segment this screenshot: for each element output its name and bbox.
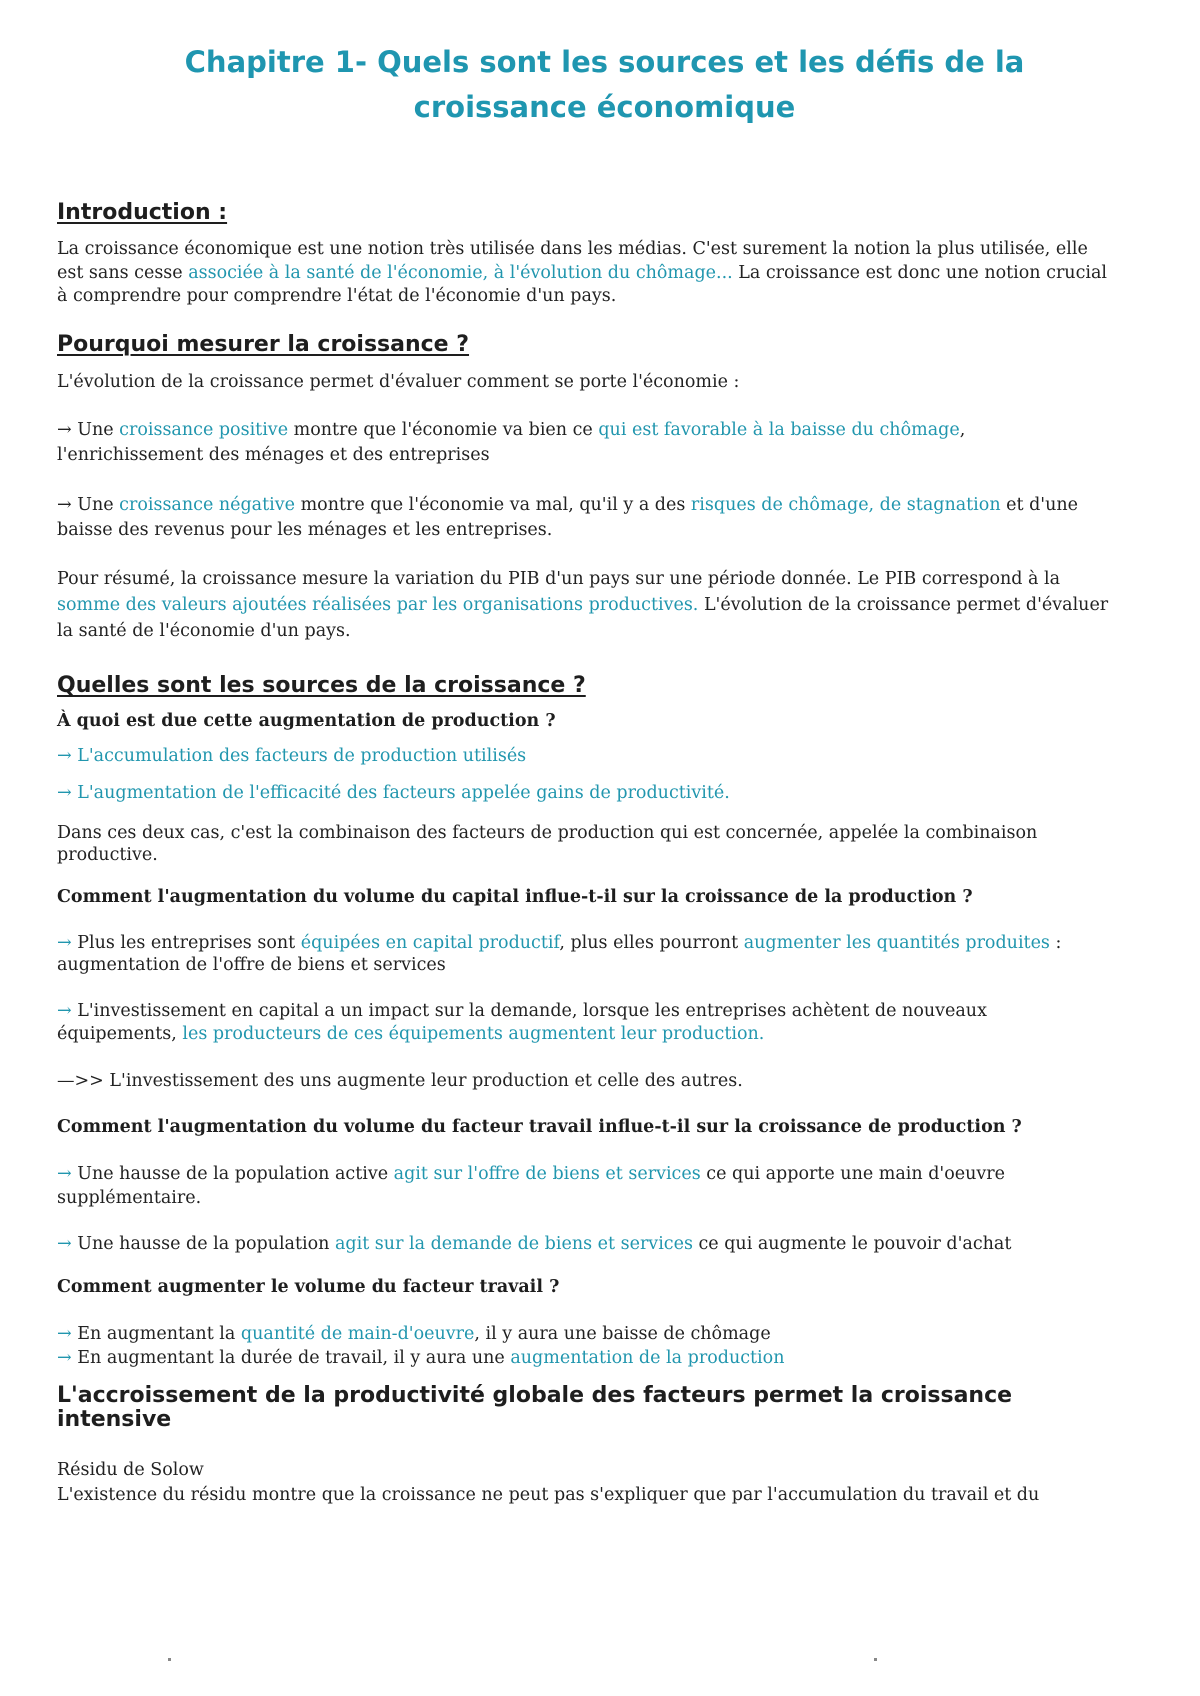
intensive-heading-line-2: intensive [57,1407,172,1432]
highlight-text: augmentation de la production [510,1348,785,1368]
intensive-heading-line-1: L'accroissement de la productivité globale des facteurs permet la croissance [57,1383,1013,1408]
body-text: En augmentant la [71,1324,241,1344]
page-title-line-1: Chapitre 1- Quels sont les sources et les défis de la [184,45,1025,79]
bullet-arrow: → [57,1348,72,1368]
capital-conclusion: —>> L'investissement des uns augmente leur production et celle des autres. [57,1071,743,1091]
combinaison-line-2: productive. [57,845,158,865]
bullet-arrow: → Une [57,495,120,515]
volume-bullet-1 [57,1322,771,1346]
body-text: équipements, [57,1024,183,1044]
travail-bullet-1-line-2: supplémentaire. [57,1188,202,1208]
highlight-text: croissance positive [119,420,289,440]
highlight-text: risques de chômage, de stagnation [690,495,1001,515]
body-text: L'évolution de la croissance permet d'évaluer [698,595,1109,615]
body-text: ce qui apporte une main d'oeuvre [700,1164,1006,1184]
question-4: Comment augmenter le volume du facteur travail ? [57,1277,560,1297]
question-1: À quoi est due cette augmentation de production ? [57,711,556,731]
bullet-arrow: → [57,1001,72,1021]
question-2: Comment l'augmentation du volume du capital influe-t-il sur la croissance de la production ? [57,887,973,907]
intro-text: La croissance est donc une notion crucial [732,263,1108,283]
page-edge-mark [168,1658,171,1661]
body-text: : [1049,933,1062,953]
body-text: Une hausse de la population [71,1234,335,1254]
bullet-arrow: → [57,1324,72,1344]
capital-bullet-2 [57,999,987,1023]
page-title [57,40,1152,130]
body-text: En augmentant la durée de travail, il y aura une [71,1348,511,1368]
bullet-arrow: → [57,1164,72,1184]
highlight-text: augmenter les quantités produites [743,933,1050,953]
body-text: Une hausse de la population active [71,1164,394,1184]
bullet-negative-line-2: baisse des revenus pour les ménages et les entreprises. [57,520,553,540]
intro-highlight: associée à la santé de l'économie, à l'évolution du chômage... [188,263,733,283]
intro-heading: Introduction : [57,200,228,225]
page-edge-mark [874,1658,877,1661]
highlight-text: équipées en capital productif [300,933,560,953]
pourquoi-paragraph: L'évolution de la croissance permet d'évaluer comment se porte l'économie : [57,372,740,392]
travail-bullet-1 [57,1162,1005,1186]
highlight-text: les producteurs de ces équipements augmentent leur production. [182,1024,765,1044]
bullet-positive-line-2: l'enrichissement des ménages et des entreprises [57,445,490,465]
resume-line-3: la santé de l'économie d'un pays. [57,621,351,641]
bullet-arrow: → [57,933,72,953]
body-text: montre que l'économie va bien ce [288,420,599,440]
sources-heading: Quelles sont les sources de la croissance ? [57,673,586,698]
body-text: montre que l'économie va mal, qu'il y a des [295,495,691,515]
pourquoi-heading: Pourquoi mesurer la croissance ? [57,332,470,357]
answer-accumulation: → L'accumulation des facteurs de production utilisés [57,746,527,766]
body-text: , il y aura une baisse de chômage [474,1324,771,1344]
solow-paragraph: L'existence du résidu montre que la croissance ne peut pas s'expliquer que par l'accumulation du travail et du [57,1485,1040,1505]
capital-bullet-2-line-2 [57,1022,764,1046]
intro-line-3: à comprendre pour comprendre l'état de l'économie d'un pays. [57,286,617,306]
highlight-text: agit sur la demande de biens et services [334,1234,693,1254]
highlight-text: qui est favorable à la baisse du chômage [598,420,960,440]
body-text: ce qui augmente le pouvoir d'achat [692,1234,1012,1254]
body-text: , [959,420,966,440]
highlight-text: croissance négative [119,495,295,515]
capital-bullet-1 [57,931,1061,955]
highlight-text: quantité de main-d'oeuvre [240,1324,475,1344]
intro-text: est sans cesse [57,263,189,283]
question-3: Comment l'augmentation du volume du facteur travail influe-t-il sur la croissance de production ? [57,1117,1022,1137]
body-text: et d'une [1000,495,1079,515]
bullet-negative [57,493,1078,517]
capital-bullet-1-line-2: augmentation de l'offre de biens et services [57,955,446,975]
body-text: , plus elles pourront [559,933,744,953]
resume-line-1: Pour résumé, la croissance mesure la variation du PIB d'un pays sur une période donnée. Le PIB correspond à la [57,569,1061,589]
answer-efficacite: → L'augmentation de l'efficacité des facteurs appelée gains de productivité. [57,783,730,803]
body-text: Plus les entreprises sont [71,933,301,953]
resume-line-2 [57,593,1108,617]
highlight-text: agit sur l'offre de biens et services [393,1164,701,1184]
intro-line-1: La croissance économique est une notion très utilisée dans les médias. C'est surement la notion la plus utilisée, elle [57,239,1088,259]
solow-label: Résidu de Solow [57,1460,204,1480]
combinaison-line-1: Dans ces deux cas, c'est la combinaison des facteurs de production qui est concernée, appelée la combinaison [57,823,1038,843]
volume-bullet-2 [57,1346,784,1370]
bullet-arrow: → [57,1234,72,1254]
page-title-line-2: croissance économique [413,90,796,124]
body-text: L'investissement en capital a un impact sur la demande, lorsque les entreprises achètent de nouveaux [71,1001,987,1021]
travail-bullet-2 [57,1232,1011,1256]
bullet-positive [57,418,965,442]
bullet-arrow: → Une [57,420,120,440]
intro-line-2 [57,261,1107,285]
highlight-text: somme des valeurs ajoutées réalisées par les organisations productives. [57,595,699,615]
